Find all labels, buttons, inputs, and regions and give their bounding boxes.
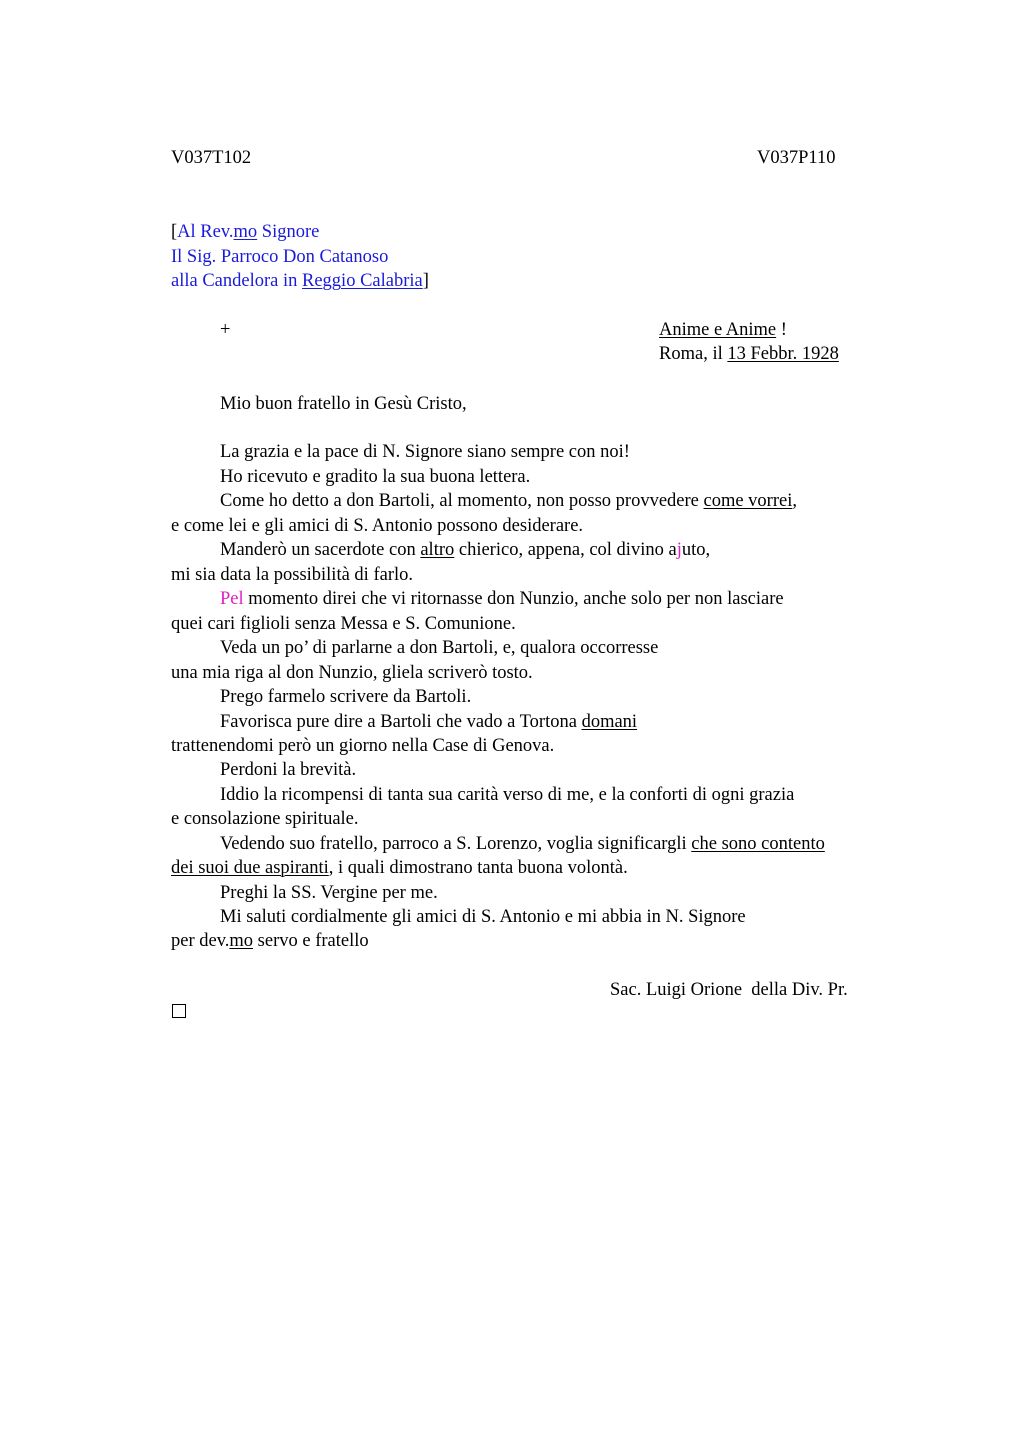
address-line-1: [Al Rev.mo Signore [171, 222, 320, 242]
body-line: Ho ricevuto e gradito la sua buona lettera. [220, 467, 531, 487]
motto: Anime e Anime ! [659, 320, 787, 340]
body-line: Come ho detto a don Bartoli, al momento, non posso provvedere come vorrei, [220, 491, 797, 511]
checkbox-icon [172, 1004, 186, 1018]
body-line: mi sia data la possibilità di farlo. [171, 565, 413, 585]
body-line: e consolazione spirituale. [171, 809, 359, 829]
body-line: Mi saluti cordialmente gli amici di S. Antonio e mi abbia in N. Signore [220, 907, 746, 927]
cross-symbol: + [220, 320, 231, 340]
body-line: Perdoni la brevità. [220, 760, 357, 780]
salutation: Mio buon fratello in Gesù Cristo, [220, 394, 467, 414]
body-line: trattenendomi però un giorno nella Case di Genova. [171, 736, 555, 756]
dateline: Roma, il 13 Febbr. 1928 [659, 344, 839, 364]
body-line: Vedendo suo fratello, parroco a S. Lorenzo, voglia significargli che sono contento [220, 834, 825, 854]
body-line: Pel momento direi che vi ritornasse don Nunzio, anche solo per non lasciare [220, 589, 784, 609]
body-line: Veda un po’ di parlarne a don Bartoli, e, qualora occorresse [220, 638, 659, 658]
body-line: Favorisca pure dire a Bartoli che vado a Tortona domani [220, 712, 638, 732]
address-line-3: alla Candelora in Reggio Calabria] [171, 271, 429, 291]
body-line: per dev.mo servo e fratello [171, 931, 369, 951]
body-line: Prego farmelo scrivere da Bartoli. [220, 687, 472, 707]
body-line: quei cari figlioli senza Messa e S. Comunione. [171, 614, 516, 634]
body-line: Iddio la ricompensi di tanta sua carità verso di me, e la conforti di ogni grazia [220, 785, 795, 805]
body-line: e come lei e gli amici di S. Antonio possono desiderare. [171, 516, 584, 536]
address-line-2: Il Sig. Parroco Don Catanoso [171, 247, 389, 267]
document-code-left: V037T102 [171, 148, 252, 168]
signature: Sac. Luigi Orione della Div. Pr. [610, 980, 848, 1000]
body-line: La grazia e la pace di N. Signore siano sempre con noi! [220, 442, 630, 462]
document-code-right: V037P110 [757, 148, 836, 168]
body-line: Preghi la SS. Vergine per me. [220, 883, 438, 903]
body-line: Manderò un sacerdote con altro chierico, appena, col divino ajuto, [220, 540, 711, 560]
body-line: dei suoi due aspiranti, i quali dimostrano tanta buona volontà. [171, 858, 628, 878]
body-line: una mia riga al don Nunzio, gliela scriverò tosto. [171, 663, 533, 683]
